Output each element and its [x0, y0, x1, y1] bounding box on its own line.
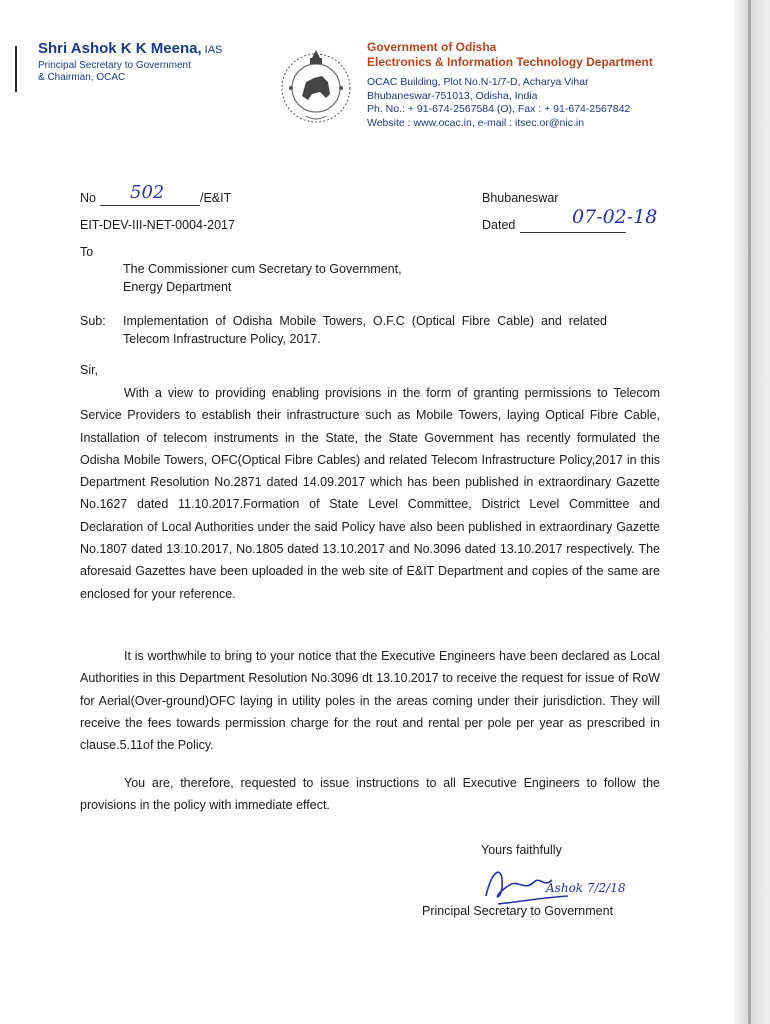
date-handwritten: 07-02-18: [572, 206, 658, 228]
margin-mark: [15, 46, 17, 92]
letter-no-handwritten: 502: [130, 182, 165, 203]
letter-no-label: No: [80, 191, 96, 205]
letter-no-underline: [100, 205, 200, 206]
place: Bhubaneswar: [482, 191, 559, 205]
addr-line-4: Website : www.ocac.in, e-mail : itsec.or@nic.in: [367, 116, 585, 129]
addr-line-1: OCAC Building, Plot No.N-1/7-D, Acharya Vihar: [367, 76, 589, 88]
gov-line-2: Electronics & Information Technology Department: [367, 55, 653, 69]
subject-label: Sub:: [80, 314, 106, 328]
body-paragraph-3: You are, therefore, requested to issue instructions to all Executive Engineers to follow the provisions in the policy with immediate effect.: [80, 776, 660, 813]
department-address: [367, 76, 630, 130]
subject-line-2: Telecom Infrastructure Policy, 2017.: [123, 332, 321, 346]
role-line-1: Principal Secretary to Government: [38, 60, 191, 71]
signatory-designation: Principal Secretary to Government: [422, 904, 614, 918]
role-line-2: & Chairman, OCAC: [38, 72, 126, 83]
addr-line-2: Bhubaneswar-751013, Odisha, India: [367, 89, 538, 102]
official-name: Shri Ashok K K Meena, IAS: [38, 40, 223, 57]
to-label: To: [80, 245, 94, 259]
addr-line-3: Ph. No.: + 91-674-2567584 (O), Fax : + 91-674-2567842: [367, 103, 631, 115]
letter-dept-code: /E&IT: [200, 191, 232, 205]
salutation: Sir,: [80, 363, 99, 377]
addressee-line-2: Energy Department: [123, 280, 232, 294]
dated-label: Dated: [482, 218, 516, 232]
page-right-edge: [734, 0, 770, 1024]
gov-line-1: Government of Odisha: [367, 40, 497, 54]
body-paragraph-1: With a view to providing enabling provisions in the form of granting permissions to Telecom Service Providers to establish their infrastructure such as Mobile Towers, laying Optical Fibre Cable, Installation of telecom instruments in the State, the State Government has recently formulated the Odisha Mobile Towers, OFC(Optical Fibre Cables) and related Telecom Infrastructure Policy,2017 in this Department Resolution No.2871 dated 14.09.2017 which has been published in extraordinary Gazette No.1627 dated 11.10.2017.Formation of State Level Committee, District Level Committee and Declaration of Local Authorities under the said Policy have also been published in extraordinary Gazette No.1807 dated 13.10.2017, No.1805 dated 13.10.2017 and No.3096 dated 13.10.2017 respectively. The aforesaid Gazettes have been uploaded in the web site of E&IT Department and copies of the same are enclosed for your reference.: [80, 386, 660, 601]
signature-text: Ashok 7/2/18: [546, 881, 626, 895]
official-role: [38, 60, 191, 84]
state-emblem-seal: [276, 38, 356, 130]
body-paragraph-2: It is worthwhile to bring to your notice that the Executive Engineers have been declared as Local Authorities in this Department Resolution No.3096 dt 13.10.2017 to receive the request for issue of RoW for Aerial(Over-ground)OFC laying in utility poles in the areas coming under their jurisdiction. They will receive the fees towards permission charge for the rout and rental per pole per year as prescribed in clause.5.11of the Policy.: [80, 649, 660, 753]
yours-faithfully: Yours faithfully: [481, 843, 562, 857]
addressee-line-1: The Commissioner cum Secretary to Government,: [123, 262, 402, 276]
file-number: EIT-DEV-III-NET-0004-2017: [80, 218, 235, 232]
official-suffix: IAS: [204, 44, 223, 56]
subject-line-1: Implementation of Odisha Mobile Towers, O.F.C (Optical Fibre Cable) and related: [123, 314, 608, 328]
department-heading: [367, 40, 653, 70]
date-underline: [520, 232, 626, 233]
